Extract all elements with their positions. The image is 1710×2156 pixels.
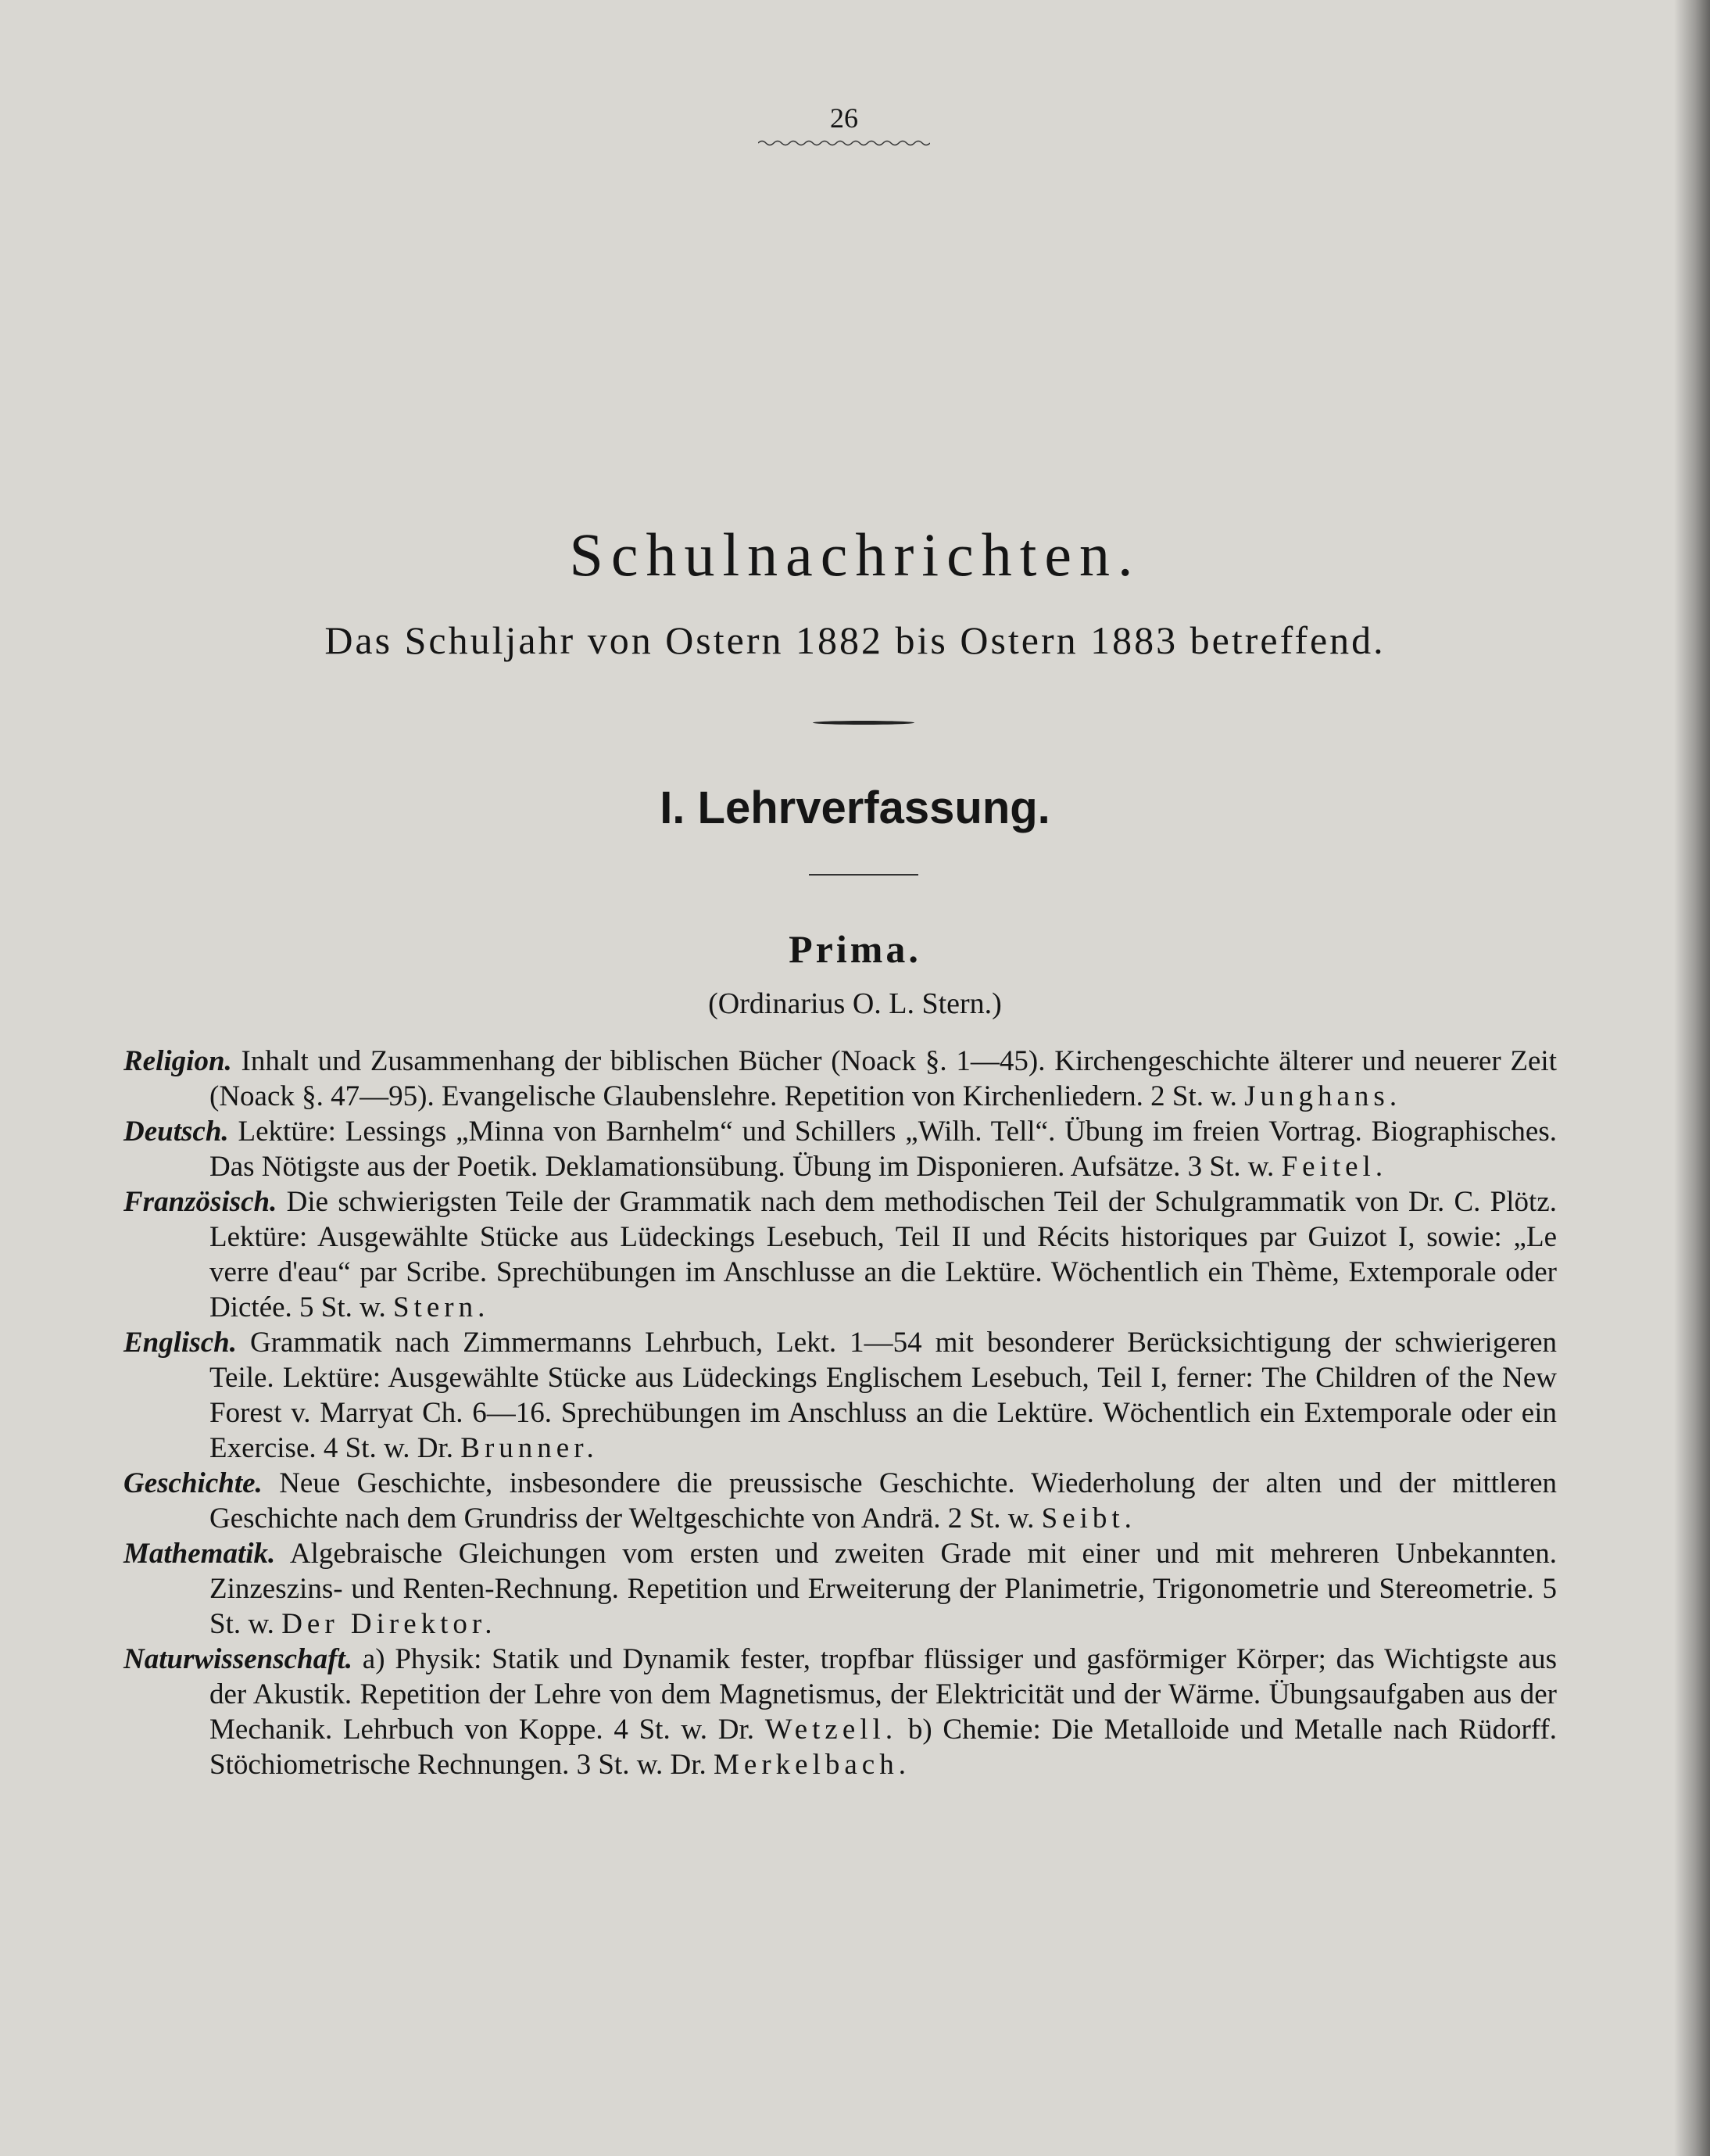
teacher-name: Wetzell. <box>764 1714 898 1746</box>
subject-entry <box>123 1114 1557 1184</box>
subject-entry <box>123 1642 1557 1782</box>
teacher-name: Brunner. <box>460 1432 599 1464</box>
divider-thin <box>809 874 918 876</box>
subject-text: Lektüre: Lessings „Minna von Barnhelm“ und Schillers „Wilh. Tell“. Übung im freien Vortrag. Biographisches. Das Nötigste aus der Poetik. Deklamationsübung. Übung im Disponieren. Aufsätze. 3 St. w. <box>209 1116 1557 1183</box>
subject-entry <box>123 1325 1557 1466</box>
subject-name: Religion. <box>123 1045 232 1077</box>
subject-name: Deutsch. <box>123 1116 229 1148</box>
subject-entry <box>123 1466 1557 1536</box>
divider-thick <box>813 721 914 725</box>
subject-name: Mathematik. <box>123 1538 276 1570</box>
subject-name: Naturwissenschaft. <box>123 1643 352 1675</box>
subject-text-continued: b) Chemie: Die Metalloide und Metalle nach Rüdorff. Stöchiometrische Rechnungen. 3 St. w. Dr. <box>209 1714 1558 1781</box>
teacher-name: Seibt. <box>1041 1502 1136 1535</box>
teacher-name: Der Direktor. <box>281 1608 497 1640</box>
teacher-name: Junghans. <box>1244 1080 1402 1112</box>
page-title: Schulnachrichten. <box>569 521 1141 589</box>
page-number: 26 <box>830 102 858 134</box>
subject-text: Algebraische Gleichungen vom ersten und zweiten Grade mit einer und mit mehreren Unbekannten. Zinzeszins- und Renten-Rechnung. Repetition und Erweiterung der Planimetrie, Trigonometrie und Stereometrie. 5 St. w. <box>209 1538 1557 1640</box>
subject-text: Neue Geschichte, insbesondere die preussische Geschichte. Wiederholung der alten und der mittleren Geschichte nach dem Grundriss der Weltgeschichte von Andrä. 2 St. w. <box>209 1467 1557 1535</box>
page-edge-shadow <box>1674 0 1710 2156</box>
subject-name: Französisch. <box>123 1186 277 1218</box>
page-subtitle: Das Schuljahr von Ostern 1882 bis Ostern 1883 betreffend. <box>324 618 1386 662</box>
subject-text: Inhalt und Zusammenhang der biblischen Bücher (Noack §. 1—45). Kirchengeschichte älterer und neuerer Zeit (Noack §. 47—95). Evangelische Glaubenslehre. Repetition von Kirchenliedern. 2 St. w. <box>209 1045 1557 1112</box>
ordinarius-line: (Ordinarius O. L. Stern.) <box>708 987 1002 1020</box>
subject-text: Grammatik nach Zimmermanns Lehrbuch, Lekt. 1—54 mit besonderer Berücksichtigung der schwierigeren Teile. Lektüre: Ausgewählte Stücke aus Lüdeckings Englischem Lesebuch, Teil I, ferner: The Children of the New Forest v. Marryat Ch. 6—16. Sprechübungen im Anschluss an die Lektüre. Wöchentlich ein Extemporale oder ein Exercise. 4 St. w. Dr. <box>209 1327 1557 1464</box>
subject-text: Die schwierigsten Teile der Grammatik nach dem methodischen Teil der Schulgrammatik von Dr. C. Plötz. Lektüre: Ausgewählte Stücke aus Lüdeckings Lesebuch, Teil II und Récits historiques par Guizot I, sowie: „Le verre d'eau“ par Scribe. Sprechübungen im Anschlusse an die Lektüre. Wöchentlich ein Thème, Extemporale oder Dictée. 5 St. w. <box>209 1186 1557 1323</box>
subject-name: Geschichte. <box>123 1467 263 1499</box>
teacher-name-second: Merkelbach. <box>714 1749 910 1781</box>
subject-entry <box>123 1044 1557 1114</box>
page-number-wavy-rule <box>758 139 930 147</box>
subject-list <box>123 1044 1557 1782</box>
teacher-name: Feitel. <box>1281 1151 1388 1183</box>
subject-text: a) Physik: Statik und Dynamik fester, tropfbar flüssiger und gasförmiger Körper; das Wichtigste aus der Akustik. Repetition der Lehre von dem Magnetismus, der Elektricität und der Wärme. Übungsaufgaben aus der Mechanik. Lehrbuch von Koppe. 4 St. w. Dr. <box>209 1643 1557 1746</box>
subject-entry <box>123 1536 1557 1642</box>
subject-entry <box>123 1184 1557 1325</box>
section-heading: I. Lehrverfassung. <box>660 783 1050 833</box>
teacher-name: Stern. <box>392 1291 490 1323</box>
class-heading: Prima. <box>789 927 921 971</box>
subject-name: Englisch. <box>123 1327 237 1359</box>
